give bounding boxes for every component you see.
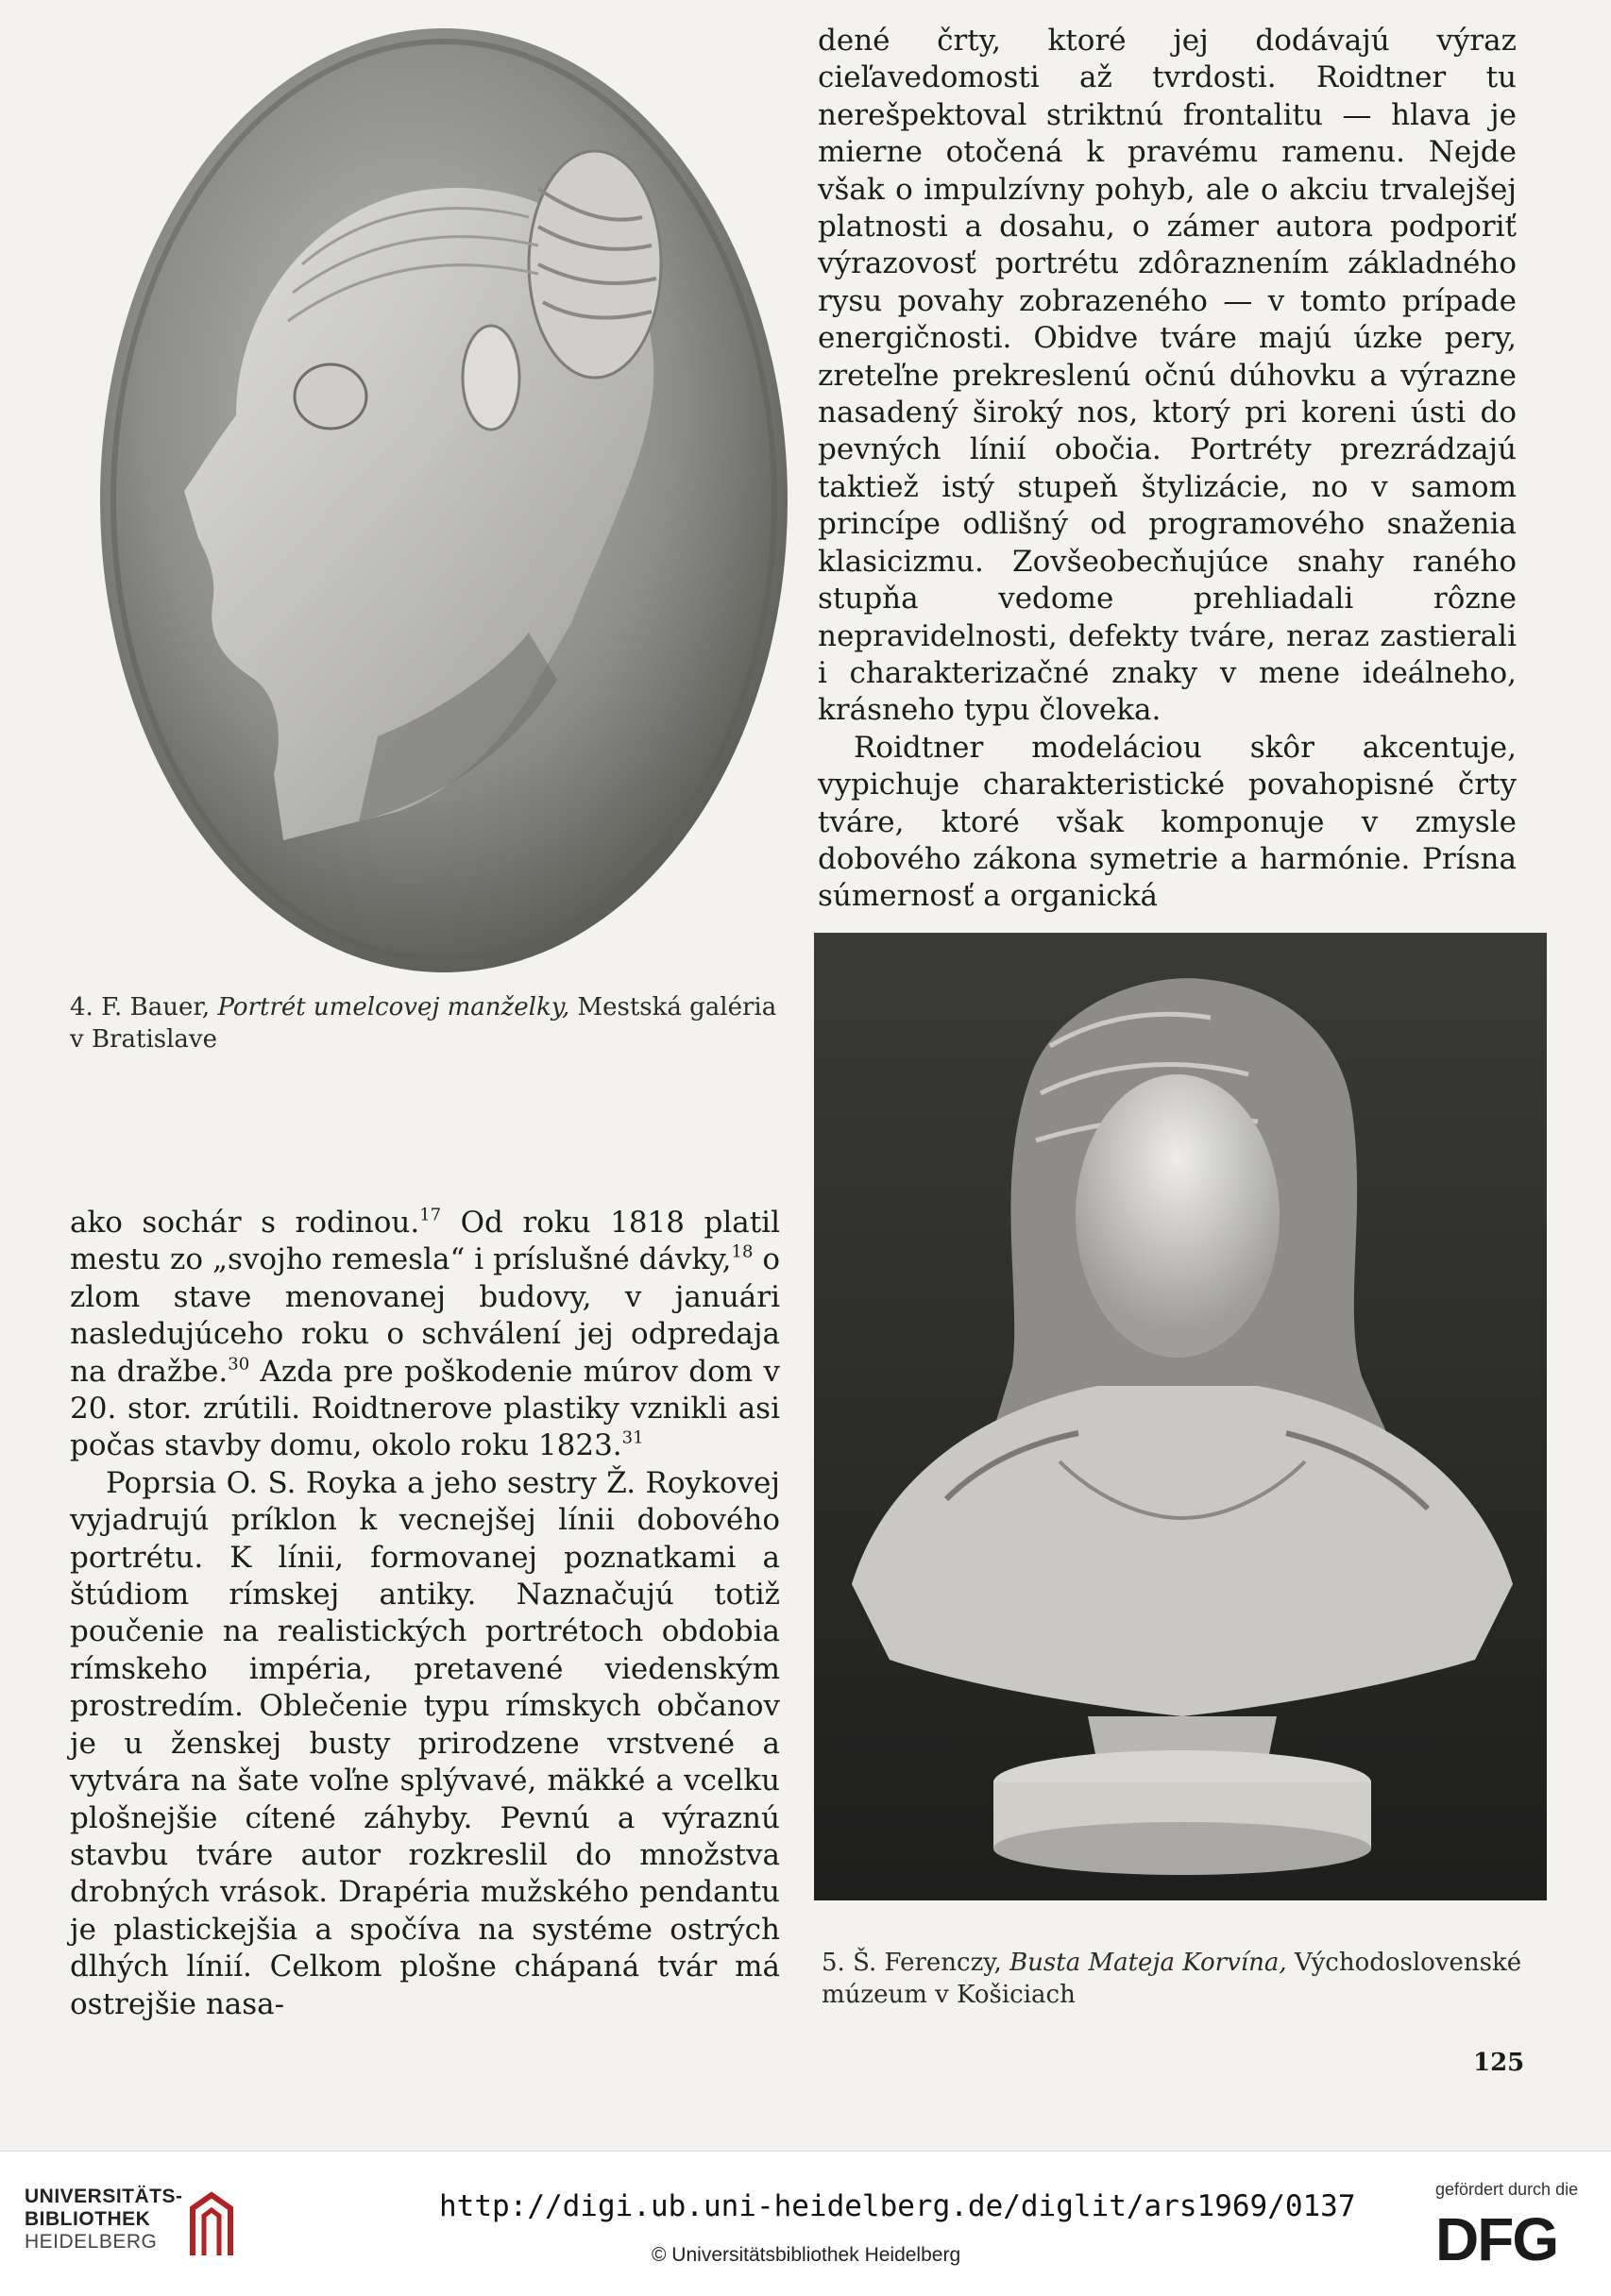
footnote-ref[interactable]: 31 [621, 1427, 644, 1448]
figure-5-caption [822, 1947, 1549, 2011]
paragraph: Poprsia O. S. Royka a jeho sestry Ž. Roykovej vyjadrujú príklon k vecnejšej línii dobového portrétu. K línii, formovanej poznatkami a štúdiom rímskej antiky. Naznačujú totiž poučenie na realistických portrétoch obdobia rímskeho impéria, pretavené viedenským prostredím. Oblečenie typu rímskych občanov je u ženskej busty prirodzene vrstvené a vytvára na šate voľne splývavé, mäkké a vcelku plošnejšie cítené záhyby. Pevnú a výraznú stavbu tváre autor rozkreslil do množstva drobných vrások. Drapéria mužského pendantu je plastickejšia a spočíva na systéme ostrých dlhých línií. Celkom plošne chápaná tvár má ostrejšie nasa- [70, 1465, 780, 2021]
dfg-logo[interactable]: DFG [1435, 2205, 1558, 2273]
caption-prefix: 4. F. Bauer, [70, 993, 218, 1021]
text-run: o zlom stave menovanej budovy, v januári nasledujúceho roku o schválení jej odpredaja na dražbe. [70, 1242, 780, 1389]
funding-note: gefördert durch die [1435, 2180, 1579, 2199]
footnote-ref[interactable]: 30 [228, 1354, 250, 1375]
caption-suffix: Mestská galéria v Bratislave [70, 993, 777, 1054]
text-run: Od roku 1818 platil mestu zo „svojho remesla“ i príslušné dávky, [70, 1206, 781, 1277]
caption-suffix: Východoslovenské múzeum v Košiciach [822, 1949, 1522, 2009]
page-number: 125 [1473, 2049, 1525, 2077]
right-column-text [818, 23, 1517, 916]
footer-bar [0, 2151, 1611, 2296]
library-name-line: BIBLIOTHEK [25, 2208, 151, 2230]
caption-title: Busta Mateja Korvína, [1009, 1949, 1287, 1977]
paragraph: Roidtner modeláciou skôr akcentuje, vypichuje charakteristické povahopisné črty tváre, ktoré však komponuje v zmysle dobového zákona symetrie a harmónie. Prísna súmernosť a organická [818, 730, 1517, 914]
library-name-line: UNIVERSITÄTS- [25, 2186, 183, 2207]
paragraph [70, 1205, 780, 1465]
library-logo[interactable] [25, 2186, 183, 2254]
permalink-url[interactable]: http://digi.ub.uni-heidelberg.de/diglit/ars1969/0137 [439, 2189, 1356, 2223]
library-emblem-icon [183, 2189, 240, 2261]
footnote-ref[interactable]: 18 [731, 1241, 754, 1262]
left-column-text [70, 1205, 780, 2023]
caption-prefix: 5. Š. Ferenczy, [822, 1949, 1010, 1977]
text-run: ako sochár s rodinou. [70, 1206, 420, 1240]
footnote-ref[interactable]: 17 [419, 1205, 442, 1225]
paragraph: dené črty, ktoré jej dodávajú výraz cieľavedomosti až tvrdosti. Roidtner tu nerešpektoval striktnú frontalitu — hlava je mierne otočená k pravému ramenu. Nejde však o impulzívny pohyb, ale o akciu trvalejšej platnosti a dosahu, o zámer autora podporiť výrazovosť portrétu zdôraznením základného rysu povahy zobrazeného — v tomto prípade energičnosti. Obidve tváre majú úzke pery, zreteľne prekreslenú očnú dúhovku a výrazne nasadený široký nos, ktorý pri koreni ústi do pevných línií obočia. Portréty prezrádzajú taktiež istý stupeň štylizácie, no v samom princípe odlišný od programového snaženia klasicizmu. Zovšeobecňujúce snahy raného stupňa vedome prehliadali rôzne nepravidelnosti, defekty tváre, neraz zastierali i charakterizačné znaky v mene ideálneho, krásneho typu človeka. [818, 24, 1517, 728]
copyright-notice: © Universitätsbibliothek Heidelberg [652, 2244, 961, 2266]
text-run: Azda pre poškodenie múrov dom v 20. stor. zrútili. Roidtnerove plastiky vznikli asi počas stavby domu, okolo roku 1823. [70, 1354, 780, 1463]
caption-title: Portrét umelcovej manželky, [217, 993, 570, 1021]
figure-4-caption [70, 991, 788, 1055]
figure-4-relief-portrait [94, 19, 793, 982]
library-name-line: HEIDELBERG [25, 2231, 158, 2253]
figure-5-bust-photo [814, 933, 1547, 1900]
